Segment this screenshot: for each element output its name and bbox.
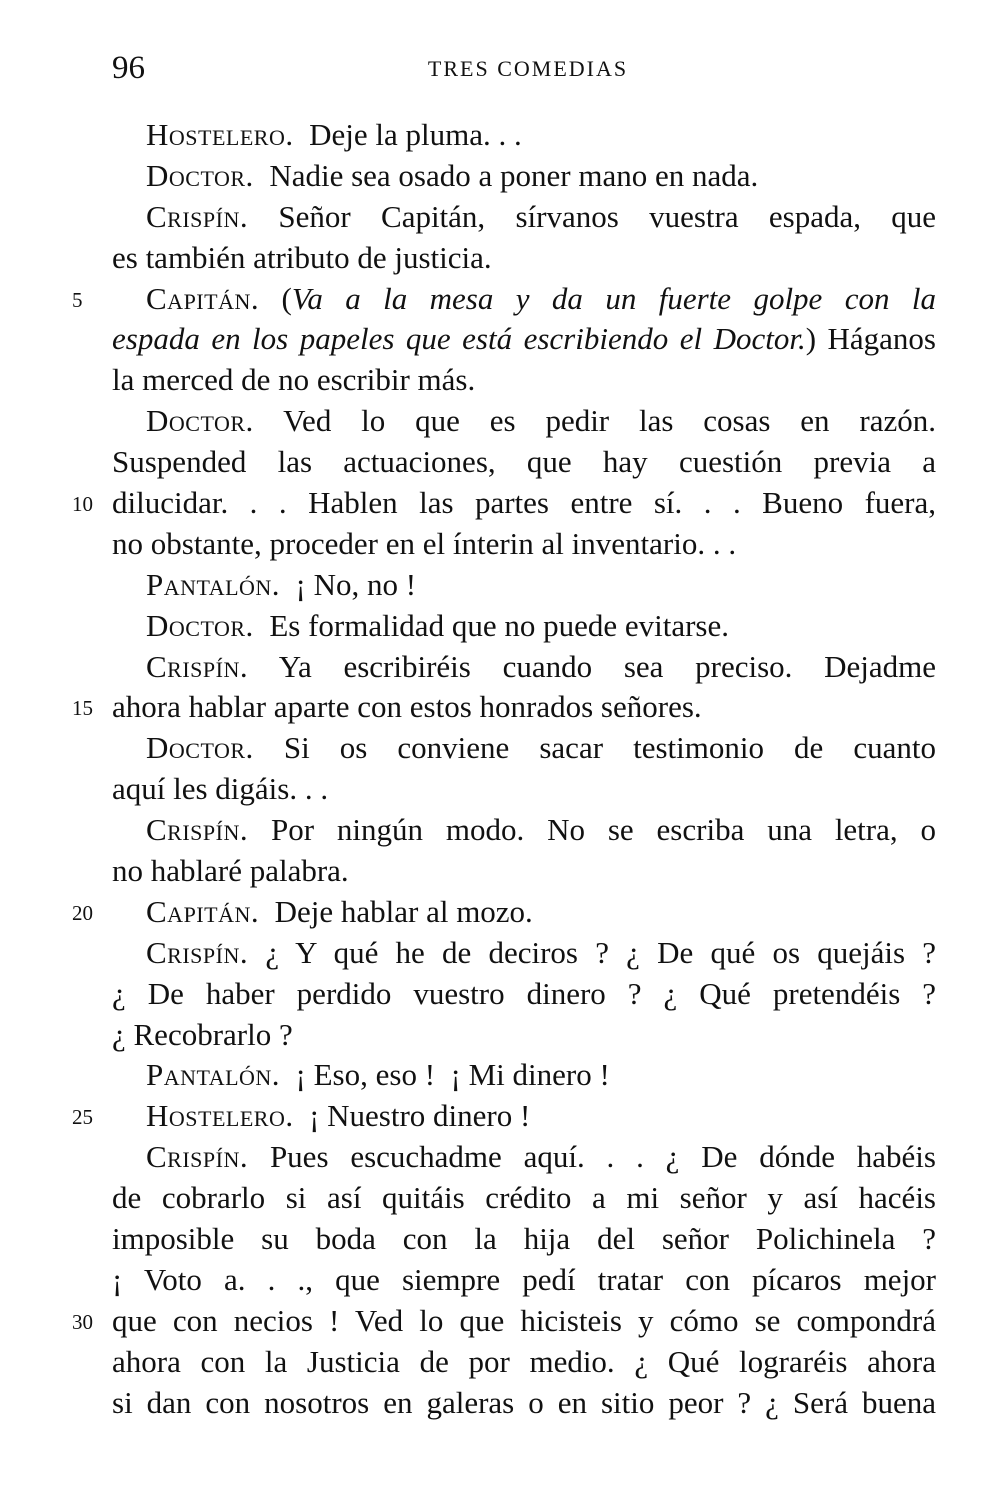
text-line bbox=[112, 851, 936, 892]
dialogue-text: ¿ Recobrarlo ? bbox=[112, 1016, 293, 1052]
line-number: 5 bbox=[72, 287, 83, 312]
text-line bbox=[112, 1055, 936, 1096]
dialogue-text: Suspended las actuaciones, que hay cuestión previa a bbox=[112, 444, 936, 480]
dialogue-text: Ved lo que es pedir las cosas en razón. bbox=[253, 403, 936, 439]
dialogue-text: Deje la pluma. . . bbox=[293, 117, 522, 152]
text-line bbox=[112, 156, 936, 197]
dialogue-text: ¡ No, no ! bbox=[280, 566, 417, 602]
dialogue-text: aquí les digáis. . . bbox=[112, 771, 329, 807]
running-title: TRES COMEDIAS bbox=[427, 56, 629, 81]
dialogue-text: Pues escuchadme aquí. . . ¿ De dónde habéis bbox=[248, 1139, 936, 1175]
speaker-name: Capitán. bbox=[146, 893, 260, 929]
speaker-name: Pantalón. bbox=[146, 1057, 281, 1093]
line-number: 10 bbox=[72, 492, 93, 517]
text-line bbox=[112, 1219, 936, 1260]
text-line bbox=[112, 1383, 936, 1424]
text-line bbox=[112, 565, 936, 606]
text-line bbox=[112, 197, 936, 238]
line-number: 20 bbox=[72, 900, 93, 925]
dialogue-text: dilucidar. . . Hablen las partes entre sí. . . Bueno fuera, bbox=[112, 485, 936, 521]
text-line bbox=[112, 401, 936, 442]
dialogue-text: Deje hablar al mozo. bbox=[259, 893, 533, 929]
text-line bbox=[112, 974, 936, 1015]
text-line bbox=[72, 279, 936, 320]
speaker-name: Crispín. bbox=[146, 812, 249, 848]
speaker-name: Doctor. bbox=[146, 157, 254, 193]
dialogue-text: no hablaré palabra. bbox=[112, 853, 349, 889]
running-head bbox=[0, 48, 1000, 88]
speaker-name: Crispín. bbox=[146, 648, 249, 684]
dialogue-text: Nadie sea osado a poner mano en nada. bbox=[253, 157, 759, 193]
stage-direction: Va a la mesa y da un fuerte golpe con la bbox=[291, 280, 936, 316]
speaker-name: Crispín. bbox=[146, 1139, 249, 1175]
text-line bbox=[112, 1137, 936, 1178]
dialogue-text: Si os conviene sacar testimonio de cuanto bbox=[253, 730, 936, 766]
dialogue-text: Es formalidad que no puede evitarse. bbox=[253, 607, 729, 643]
dialogue-text: ) Háganos bbox=[805, 321, 937, 357]
text-line bbox=[112, 1260, 936, 1301]
dialogue-text: ¿ Y qué he de deciros ? ¿ De qué os quejáis ? bbox=[248, 934, 936, 970]
speaker-name: Crispín. bbox=[146, 934, 249, 970]
text-line bbox=[72, 687, 936, 728]
play-text bbox=[72, 115, 937, 1424]
text-line bbox=[112, 1342, 936, 1383]
speaker-name: Pantalón. bbox=[146, 566, 281, 602]
text-line bbox=[112, 442, 936, 483]
dialogue-text: Ya escribiréis cuando sea preciso. Dejadme bbox=[248, 648, 936, 684]
dialogue-text: imposible su boda con la hija del señor Polichinela ? bbox=[112, 1221, 936, 1257]
dialogue-text: ¡ Voto a. . ., que siempre pedí tratar con pícaros mejor bbox=[112, 1261, 936, 1297]
speaker-name: Doctor. bbox=[146, 730, 254, 766]
speaker-name: Hostelero. bbox=[146, 1098, 294, 1134]
text-line bbox=[112, 238, 936, 279]
text-line bbox=[112, 769, 936, 810]
text-line bbox=[112, 647, 936, 688]
text-line bbox=[112, 933, 936, 974]
dialogue-text: ahora con la Justicia de por medio. ¿ Qué lograréis ahora bbox=[112, 1343, 936, 1379]
text-line bbox=[112, 728, 936, 769]
text-line bbox=[72, 483, 936, 524]
page-number: 96 bbox=[112, 50, 145, 86]
dialogue-text: ¿ De haber perdido vuestro dinero ? ¿ Qué pretendéis ? bbox=[112, 975, 936, 1011]
text-line bbox=[72, 892, 936, 933]
dialogue-text: la merced de no escribir más. bbox=[112, 362, 476, 398]
text-line bbox=[72, 1096, 936, 1137]
text-line bbox=[112, 360, 936, 401]
text-line bbox=[112, 1015, 936, 1056]
dialogue-text: ( bbox=[259, 280, 292, 316]
dialogue-text: no obstante, proceder en el ínterin al inventario. . . bbox=[112, 525, 737, 561]
speaker-name: Hostelero. bbox=[146, 117, 294, 152]
text-line bbox=[112, 810, 936, 851]
dialogue-text: Señor Capitán, sírvanos vuestra espada, que bbox=[248, 198, 936, 234]
text-line bbox=[112, 115, 936, 156]
speaker-name: Crispín. bbox=[146, 198, 249, 234]
dialogue-text: Por ningún modo. No se escriba una letra, o bbox=[248, 812, 936, 848]
dialogue-text: ahora hablar aparte con estos honrados señores. bbox=[112, 689, 702, 725]
dialogue-text: es también atributo de justicia. bbox=[112, 239, 492, 275]
dialogue-text: que con necios ! Ved lo que hicisteis y cómo se compondrá bbox=[112, 1302, 936, 1338]
speaker-name: Capitán. bbox=[146, 280, 260, 316]
dialogue-text: ¡ Nuestro dinero ! bbox=[293, 1098, 531, 1134]
text-line bbox=[72, 1301, 936, 1342]
text-line bbox=[112, 1178, 936, 1219]
text-line bbox=[112, 606, 936, 647]
text-line bbox=[112, 319, 936, 360]
speaker-name: Doctor. bbox=[146, 607, 254, 643]
line-number: 25 bbox=[72, 1105, 93, 1130]
text-line bbox=[112, 524, 936, 565]
dialogue-text: ¡ Eso, eso ! ¡ Mi dinero ! bbox=[280, 1057, 610, 1093]
line-number: 15 bbox=[72, 696, 93, 721]
dialogue-text: de cobrarlo si así quitáis crédito a mi señor y así hacéis bbox=[112, 1180, 936, 1216]
stage-direction: espada en los papeles que está escribiendo el Doctor. bbox=[112, 321, 806, 357]
speaker-name: Doctor. bbox=[146, 403, 254, 439]
dialogue-text: si dan con nosotros en galeras o en sitio peor ? ¿ Será buena bbox=[112, 1384, 936, 1420]
line-number: 30 bbox=[72, 1309, 93, 1334]
